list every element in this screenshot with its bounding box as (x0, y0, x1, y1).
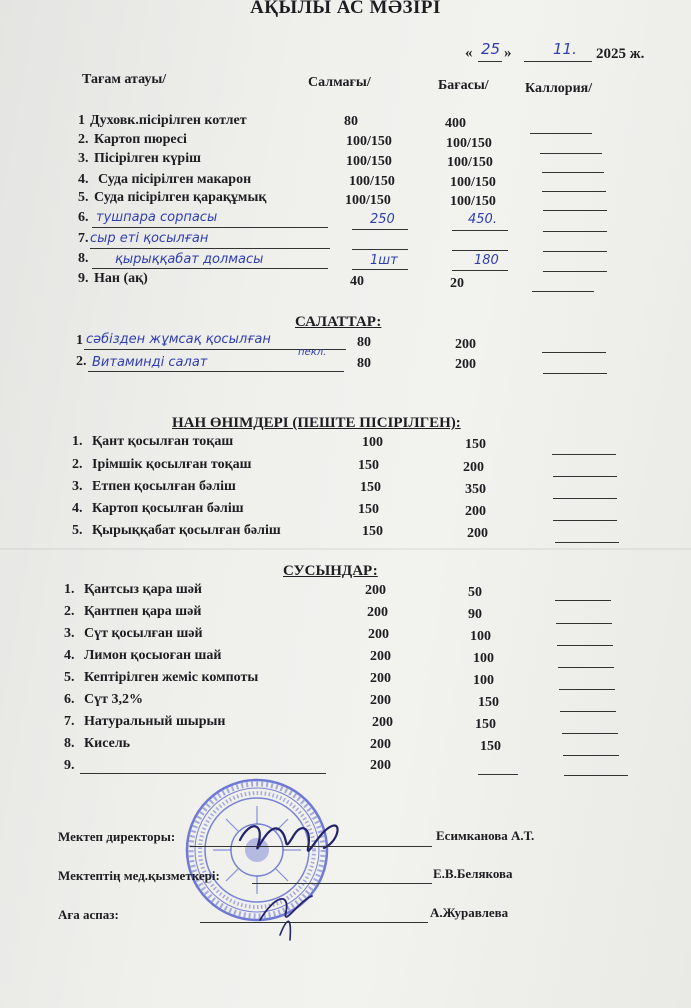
item-weight: 150 (358, 502, 379, 517)
weight-blank (352, 229, 408, 230)
item-name-blank (90, 248, 330, 249)
item-price: 20 (450, 276, 464, 291)
calories-blank (540, 153, 602, 154)
calories-blank (543, 210, 607, 211)
item-number: 2. (76, 354, 87, 369)
calories-blank (556, 623, 612, 624)
item-name-handwritten: сыр еті қосылған (90, 231, 209, 246)
item-weight: 100/150 (346, 154, 392, 169)
item-weight: 80 (357, 356, 371, 371)
item-number: 3. (78, 151, 89, 166)
signature-role: Аға аспаз: (58, 907, 119, 922)
date-month: 11. (553, 40, 577, 58)
item-weight: 100/150 (346, 134, 392, 149)
item-name: Қант қосылған тоқаш (92, 434, 234, 449)
item-name: Сүт 3,2% (84, 692, 143, 707)
item-number: 2. (78, 132, 89, 147)
item-number: 4. (64, 648, 75, 663)
salads-title: САЛАТТАР: (295, 314, 382, 330)
item-weight: 150 (362, 524, 383, 539)
calories-blank (563, 755, 619, 756)
paper-fold-shadow (0, 548, 691, 550)
item-price: 100/150 (446, 136, 492, 151)
item-number: 8. (78, 251, 89, 266)
item-weight: 200 (367, 605, 388, 620)
col-header-name: Тағам атауы/ (82, 72, 167, 87)
price-blank (452, 270, 508, 271)
item-name: Духовк.пісірілген котлет (90, 113, 247, 128)
item-number: 9. (64, 758, 75, 773)
item-price: 350 (465, 482, 486, 497)
col-header-calories: Каллория/ (525, 81, 593, 96)
signature-role: Мектептің мед.қызметкері: (58, 868, 220, 883)
document-title: АҚЫЛЫ АС МӘЗІРІ (250, 0, 441, 18)
item-name: Суда пісірілген макарон (98, 172, 252, 187)
item-price: 150 (475, 717, 496, 732)
date-year: 2025 ж. (596, 46, 645, 62)
date-day: 25 (481, 40, 501, 58)
item-weight: 200 (370, 649, 391, 664)
date-quote-open: « (465, 45, 473, 61)
signature-line (252, 883, 432, 884)
date-month-blank (524, 61, 592, 62)
item-weight: 200 (368, 627, 389, 642)
item-number: 7. (64, 714, 75, 729)
item-weight: 200 (370, 758, 391, 773)
item-number: 3. (72, 479, 83, 494)
item-name: Лимон қосыоған шай (84, 648, 222, 663)
item-number: 9. (78, 271, 89, 286)
item-number: 4. (72, 501, 83, 516)
calories-blank (543, 271, 607, 272)
item-name-blank (88, 371, 344, 372)
item-number: 1 (78, 113, 85, 128)
item-number: 7. (78, 231, 89, 246)
col-header-price: Бағасы/ (438, 78, 489, 93)
item-price: 100 (473, 651, 494, 666)
date-day-blank (478, 61, 502, 62)
item-price: 100/150 (447, 155, 493, 170)
col-header-weight: Салмағы/ (308, 75, 371, 90)
signature-name: Е.В.Белякова (433, 866, 513, 881)
date-quote-close: » (504, 45, 512, 61)
calories-blank (564, 775, 628, 776)
item-weight: 200 (370, 693, 391, 708)
item-name: Қантсыз қара шәй (84, 582, 202, 597)
item-weight: 150 (358, 458, 379, 473)
item-number: 1. (72, 434, 83, 449)
item-name: Қантпен қара шәй (84, 604, 202, 619)
price-blank (478, 774, 518, 775)
item-note-handwritten: пекл. (298, 347, 327, 358)
item-name: Ірімшік қосылған тоқаш (92, 457, 252, 472)
calories-blank (558, 667, 614, 668)
item-weight: 200 (370, 737, 391, 752)
item-price: 400 (445, 116, 466, 131)
calories-blank (542, 191, 606, 192)
signature-name: Есимканова А.Т. (436, 828, 535, 843)
item-weight: 200 (365, 583, 386, 598)
item-name: Картоп қосылған бәліш (92, 501, 244, 516)
item-weight-handwritten: 1шт (370, 253, 398, 268)
item-price: 200 (467, 526, 488, 541)
item-weight: 150 (360, 480, 381, 495)
item-price: 150 (465, 437, 486, 452)
item-number: 5. (72, 523, 83, 538)
calories-blank (542, 172, 604, 173)
item-name: Суда пісірілген қарақұмық (94, 190, 267, 205)
item-weight: 100/150 (345, 193, 391, 208)
calories-blank (559, 689, 615, 690)
item-number: 5. (64, 670, 75, 685)
item-name: Натуральный шырын (84, 714, 226, 729)
item-name: Кептірілген жеміс компоты (84, 670, 259, 685)
weight-blank (352, 269, 408, 270)
item-name-blank (92, 268, 328, 269)
item-number: 6. (78, 210, 89, 225)
calories-blank (553, 476, 617, 477)
drinks-title: СУСЫНДАР: (283, 563, 378, 579)
calories-blank (560, 711, 616, 712)
item-name: Нан (ақ) (94, 271, 148, 286)
item-price: 150 (478, 695, 499, 710)
calories-blank (553, 498, 617, 499)
item-weight: 200 (370, 671, 391, 686)
item-price: 100/150 (450, 194, 496, 209)
item-weight: 80 (357, 335, 371, 350)
item-number: 1. (64, 582, 75, 597)
calories-blank (543, 251, 607, 252)
calories-blank (555, 542, 619, 543)
calories-blank (555, 600, 611, 601)
item-price: 200 (463, 460, 484, 475)
signature-role: Мектеп директоры: (58, 829, 176, 844)
item-number: 2. (72, 457, 83, 472)
item-price-handwritten: 450. (468, 212, 497, 227)
signature-scribble (220, 800, 360, 945)
item-weight: 100/150 (349, 174, 395, 189)
item-price-handwritten: 180 (474, 253, 499, 268)
item-price: 100 (473, 673, 494, 688)
bread-title: НАН ӨНІМДЕРІ (ПЕШТЕ ПІСІРІЛГЕН): (172, 415, 461, 431)
item-name: Сүт қосылған шәй (84, 626, 203, 641)
item-name-handwritten: сәбізден жұмсақ қосылған (86, 332, 271, 347)
item-price: 100/150 (450, 175, 496, 190)
item-number: 1 (76, 333, 83, 348)
calories-blank (530, 133, 592, 134)
item-name: Етпен қосылған бәліш (92, 479, 236, 494)
item-name-handwritten: тушпара сорпасы (96, 210, 218, 225)
signature-line (190, 846, 432, 847)
item-weight: 200 (372, 715, 393, 730)
calories-blank (562, 733, 618, 734)
item-price: 200 (455, 337, 476, 352)
calories-blank (552, 454, 616, 455)
item-name: Қырыққабат қосылған бәліш (92, 523, 281, 538)
item-name: Пісірілген күріш (94, 151, 201, 166)
item-name: Кисель (84, 736, 131, 751)
item-price: 200 (465, 504, 486, 519)
item-number: 5. (78, 190, 89, 205)
item-price: 150 (480, 739, 501, 754)
item-price: 90 (468, 607, 482, 622)
price-blank (452, 230, 508, 231)
item-name-blank (92, 227, 328, 228)
calories-blank (532, 291, 594, 292)
item-name-handwritten: қырыққабат долмасы (115, 252, 264, 267)
item-name-blank (80, 773, 326, 774)
item-name-handwritten: Витаминді салат (92, 355, 208, 370)
item-price: 100 (470, 629, 491, 644)
item-number: 8. (64, 736, 75, 751)
calories-blank (557, 645, 613, 646)
item-number: 2. (64, 604, 75, 619)
price-blank (452, 250, 508, 251)
item-weight: 80 (344, 114, 358, 129)
calories-blank (542, 352, 606, 353)
calories-blank (553, 520, 617, 521)
item-weight: 40 (350, 274, 364, 289)
calories-blank (543, 373, 607, 374)
item-price: 200 (455, 357, 476, 372)
signature-name: А.Журавлева (430, 905, 509, 920)
calories-blank (543, 231, 607, 232)
weight-blank (352, 249, 408, 250)
item-number: 6. (64, 692, 75, 707)
item-price: 50 (468, 585, 482, 600)
item-number: 4. (78, 172, 89, 187)
item-weight-handwritten: 250 (370, 212, 395, 227)
item-weight: 100 (362, 435, 383, 450)
item-name: Картоп пюресі (94, 132, 187, 147)
signature-line (200, 922, 428, 923)
item-number: 3. (64, 626, 75, 641)
